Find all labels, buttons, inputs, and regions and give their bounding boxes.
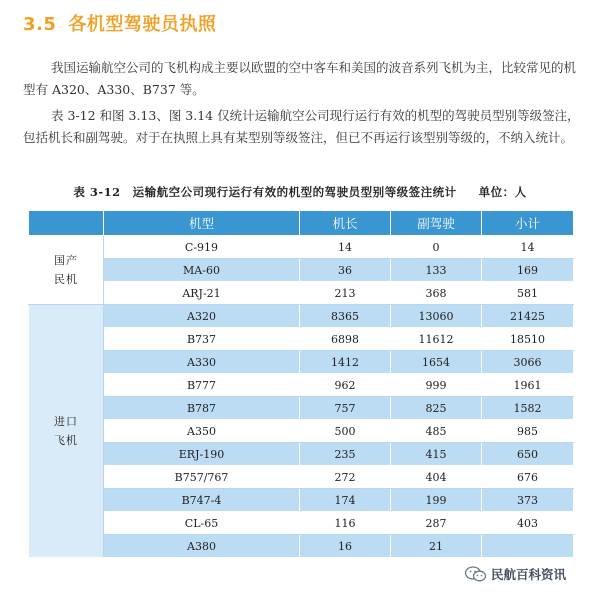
cell-model: B787	[104, 397, 300, 420]
cell-subtotal: 169	[482, 259, 574, 282]
cell-subtotal: 1961	[482, 374, 574, 397]
cell-model: A350	[104, 420, 300, 443]
cell-captain: 757	[300, 397, 391, 420]
table-header-row	[29, 211, 574, 236]
cell-model: B747-4	[104, 489, 300, 512]
header-first-officer: 副驾驶	[391, 211, 482, 236]
cell-first-officer: 825	[391, 397, 482, 420]
cell-captain: 14	[300, 236, 391, 259]
license-table	[28, 210, 574, 558]
table-row	[29, 397, 574, 420]
cell-model: ERJ-190	[104, 443, 300, 466]
cell-subtotal: 21425	[482, 305, 574, 328]
cell-captain: 36	[300, 259, 391, 282]
cell-subtotal: 985	[482, 420, 574, 443]
table-row	[29, 489, 574, 512]
table-caption-text: 表 3-12 运输航空公司现行运行有效的机型的驾驶员型别等级签注统计	[73, 185, 457, 199]
header-model: 机型	[104, 211, 300, 236]
cell-model: A380	[104, 535, 300, 558]
cell-first-officer: 485	[391, 420, 482, 443]
cell-first-officer: 415	[391, 443, 482, 466]
table-row	[29, 328, 574, 351]
group-label: 进口 飞机	[29, 305, 104, 558]
table-caption	[25, 184, 575, 200]
watermark	[462, 563, 569, 585]
cell-subtotal: 403	[482, 512, 574, 535]
group-label: 国产 民机	[29, 236, 104, 305]
section-title: 各机型驾驶员执照	[68, 14, 217, 35]
cell-captain: 6898	[300, 328, 391, 351]
cell-first-officer: 199	[391, 489, 482, 512]
table-row	[29, 512, 574, 535]
cell-subtotal: 1582	[482, 397, 574, 420]
table-unit: 单位：人	[478, 185, 527, 199]
cell-captain: 213	[300, 282, 391, 305]
cell-captain: 174	[300, 489, 391, 512]
cell-subtotal: 3066	[482, 351, 574, 374]
cell-captain: 16	[300, 535, 391, 558]
cell-captain: 1412	[300, 351, 391, 374]
table-row	[29, 282, 574, 305]
cell-model: C-919	[104, 236, 300, 259]
cell-captain: 272	[300, 466, 391, 489]
cell-subtotal: 676	[482, 466, 574, 489]
table-row	[29, 351, 574, 374]
cell-model: B737	[104, 328, 300, 351]
header-subtotal: 小计	[482, 211, 574, 236]
cell-subtotal: 373	[482, 489, 574, 512]
section-heading	[23, 10, 216, 36]
cell-first-officer: 13060	[391, 305, 482, 328]
cell-subtotal: 18510	[482, 328, 574, 351]
cell-first-officer: 368	[391, 282, 482, 305]
cell-first-officer: 21	[391, 535, 482, 558]
table-row	[29, 305, 574, 328]
table-row	[29, 443, 574, 466]
cell-captain: 500	[300, 420, 391, 443]
table-row	[29, 420, 574, 443]
cell-subtotal	[482, 535, 574, 558]
header-group	[29, 211, 104, 236]
table-row	[29, 259, 574, 282]
cell-captain: 962	[300, 374, 391, 397]
cell-captain: 235	[300, 443, 391, 466]
cell-model: A320	[104, 305, 300, 328]
cell-first-officer: 133	[391, 259, 482, 282]
cell-captain: 116	[300, 512, 391, 535]
cell-first-officer: 404	[391, 466, 482, 489]
paragraph-1: 我国运输航空公司的飞机构成主要以欧盟的空中客车和美国的波音系列飞机为主，比较常见的机型有 A320、A330、B737 等。	[23, 60, 577, 97]
cell-first-officer: 287	[391, 512, 482, 535]
cell-subtotal: 14	[482, 236, 574, 259]
cell-model: B777	[104, 374, 300, 397]
cell-first-officer: 11612	[391, 328, 482, 351]
table-row	[29, 374, 574, 397]
cell-model: A330	[104, 351, 300, 374]
cell-first-officer: 0	[391, 236, 482, 259]
cell-first-officer: 1654	[391, 351, 482, 374]
header-captain: 机长	[300, 211, 391, 236]
cell-subtotal: 581	[482, 282, 574, 305]
cell-model: ARJ-21	[104, 282, 300, 305]
watermark-text: 民航百科资讯	[491, 567, 567, 582]
cell-model: B757/767	[104, 466, 300, 489]
paragraph-2: 表 3-12 和图 3.13、图 3.14 仅统计运输航空公司现行运行有效的机型的驾驶员型别等级签注，包括机长和副驾驶。对于在执照上具有某型别等级签注，但已不再运行该型别等级的，不纳入统计。	[23, 108, 580, 145]
cell-first-officer: 999	[391, 374, 482, 397]
table-row	[29, 466, 574, 489]
cell-captain: 8365	[300, 305, 391, 328]
cell-model: CL-65	[104, 512, 300, 535]
section-number: 3.5	[23, 14, 57, 35]
table-row	[29, 535, 574, 558]
cell-model: MA-60	[104, 259, 300, 282]
cell-subtotal: 650	[482, 443, 574, 466]
wechat-icon	[465, 566, 487, 582]
table-body	[29, 236, 574, 558]
table-row	[29, 236, 574, 259]
